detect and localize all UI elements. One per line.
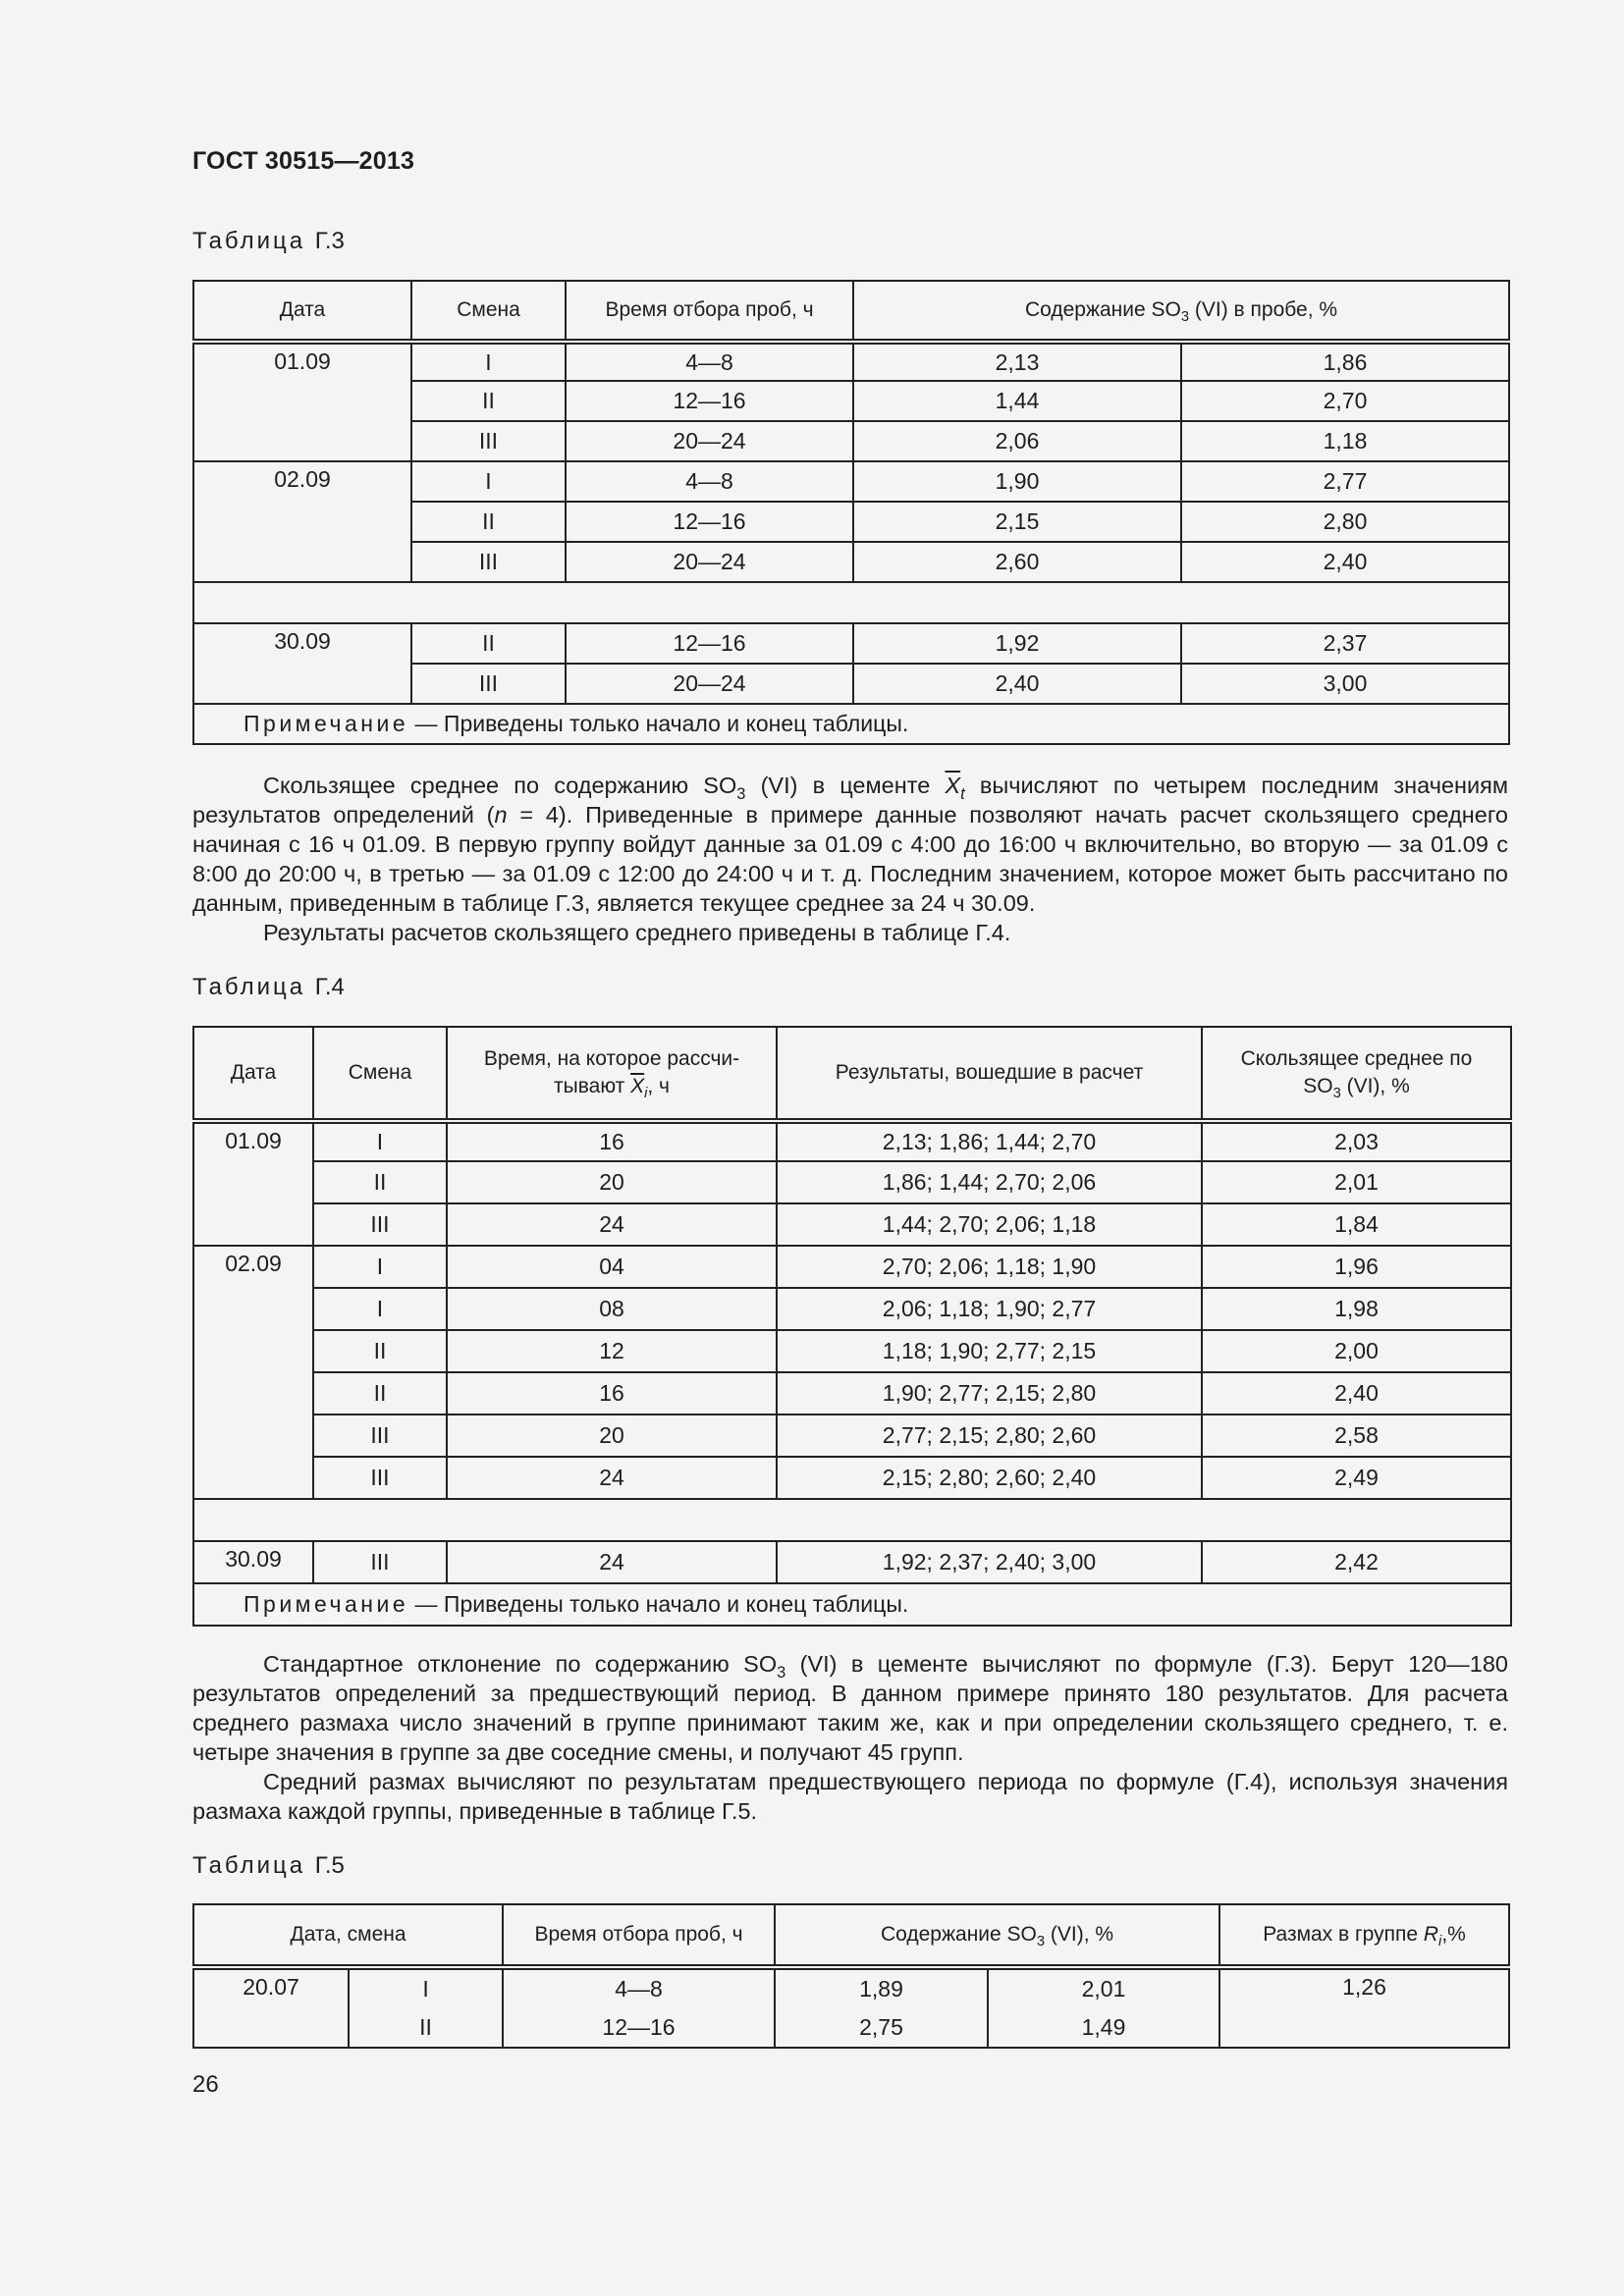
table-cell: 1,89 (775, 1967, 988, 2008)
table-cell: 1,49 (988, 2008, 1219, 2048)
table-row (193, 1121, 1511, 1161)
table-cell: I (313, 1121, 447, 1161)
col-header-date-shift: Дата, смена (193, 1904, 503, 1967)
table-cell: 2,40 (1181, 542, 1509, 582)
table-row (193, 1967, 1509, 2008)
table-g3-caption (192, 228, 345, 255)
table-cell: III (411, 542, 566, 582)
table-cell: 1,98 (1202, 1288, 1511, 1330)
table-row (193, 1203, 1511, 1246)
table-cell: II (411, 502, 566, 542)
table-cell: II (411, 623, 566, 664)
col-header-time: Время отбора проб, ч (503, 1904, 775, 1967)
table-cell: 2,49 (1202, 1457, 1511, 1499)
table-cell: 1,18 (1181, 421, 1509, 461)
table-cell: II (313, 1161, 447, 1203)
table-cell: 2,40 (853, 664, 1181, 704)
table-cell: 2,15 (853, 502, 1181, 542)
table-cell: I (313, 1288, 447, 1330)
paragraph-moving-average: Скользящее среднее по содержанию $SO_3$ (VI) в цементе $\overline{X}_t$ вычисляют по четырем последним значениям результатов определений (n = 4). Приведенные в примере данные позволяют начать расчет скользящего среднего начиная с 16 ч 01.09. В первую группу войдут данные за 01.09 с 4:00 до 16:00 ч включительно, во вторую — за 01.09 с 8:00 до 20:00 ч, в третью — за 01.09 с 12:00 до 24:00 ч и т. д. Последним значением, которое может быть рассчитано по данным, приведенным в таблице Г.3, является текущее среднее за 24 ч 30.09. Результаты расчетов скользящего среднего приведены в таблице Г.4. (192, 773, 1508, 945)
table-cell: 2,40 (1202, 1372, 1511, 1415)
table-row (193, 342, 1509, 381)
table-cell: 24 (447, 1541, 777, 1583)
table-cell: 1,92 (853, 623, 1181, 664)
table-cell: 1,18; 1,90; 2,77; 2,15 (777, 1330, 1202, 1372)
table-cell: 12—16 (503, 2008, 775, 2048)
table-cell: 2,70; 2,06; 1,18; 1,90 (777, 1246, 1202, 1288)
table-cell: 30.09 (193, 623, 411, 704)
table-cell: 2,77 (1181, 461, 1509, 502)
table-cell: 1,90; 2,77; 2,15; 2,80 (777, 1372, 1202, 1415)
table-cell: 04 (447, 1246, 777, 1288)
table-cell: 1,92; 2,37; 2,40; 3,00 (777, 1541, 1202, 1583)
table-cell: 1,26 (1219, 1967, 1509, 2048)
table-row (193, 623, 1509, 664)
col-header-shift: Смена (313, 1027, 447, 1121)
table-cell: 2,01 (1202, 1161, 1511, 1203)
table-cell: 2,15; 2,80; 2,60; 2,40 (777, 1457, 1202, 1499)
table-cell: 2,60 (853, 542, 1181, 582)
table-note-row (193, 1583, 1511, 1626)
caption-word: Таблица (192, 974, 306, 1000)
note-text: — Приведены только начало и конец таблицы. (408, 1591, 909, 1617)
col-header-shift: Смена (411, 281, 566, 342)
table-cell: 01.09 (193, 342, 411, 461)
caption-word: Таблица (192, 228, 306, 254)
table-cell: 1,86; 1,44; 2,70; 2,06 (777, 1161, 1202, 1203)
table-row (193, 1330, 1511, 1372)
table-cell (193, 704, 1509, 744)
caption-number: Г.3 (314, 228, 345, 254)
caption-word: Таблица (192, 1852, 306, 1879)
table-cell: 2,06; 1,18; 1,90; 2,77 (777, 1288, 1202, 1330)
table-g4 (192, 1026, 1512, 1627)
table-cell: 2,80 (1181, 502, 1509, 542)
table-g3 (192, 280, 1510, 745)
col-header-content: Содержание $SO_3$ (VI), % (775, 1904, 1219, 1967)
table-cell: 20 (447, 1415, 777, 1457)
paragraph-standard-deviation: Стандартное отклонение по содержанию $SO_3$ (VI) в цементе вычисляют по формуле (Г.3). Берут 120—180 результатов определений за предшествующий период. В данном примере принято 180 результатов. Для расчета среднего размаха число значений в группе принимают таким же, как и при определении скользящего среднего, т. е. четыре значения в группе за две соседние смены, и получают 45 групп. Средний размах вычисляют по результатам предшествующего периода по формуле (Г.4), используя значения размаха каждой группы, приведенные в таблице Г.5. (192, 1651, 1509, 1824)
table-row (193, 1288, 1511, 1330)
note-text: — Приведены только начало и конец таблицы. (408, 711, 909, 736)
table-cell (193, 1499, 1511, 1541)
table-cell: 1,44 (853, 381, 1181, 421)
table-cell: 2,03 (1202, 1121, 1511, 1161)
col-header-date: Дата (193, 281, 411, 342)
table-cell: II (411, 381, 566, 421)
col-header-content: Содержание $SO_3$ (VI) в пробе, % (853, 281, 1509, 342)
table-cell: 1,84 (1202, 1203, 1511, 1246)
col-header-date: Дата (193, 1027, 313, 1121)
table-cell (193, 582, 1509, 623)
table-cell: 2,00 (1202, 1330, 1511, 1372)
table-gap-row (193, 1499, 1511, 1541)
table-cell: 12 (447, 1330, 777, 1372)
table-cell: 12—16 (566, 381, 853, 421)
table-cell: 16 (447, 1121, 777, 1161)
table-cell: III (313, 1415, 447, 1457)
table-cell: 12—16 (566, 502, 853, 542)
table-cell: 2,06 (853, 421, 1181, 461)
table-row (193, 1457, 1511, 1499)
table-row (193, 1372, 1511, 1415)
table-cell: 02.09 (193, 461, 411, 582)
col-header-range: Размах в группе $R_i,\%$ (1219, 1904, 1509, 1967)
table-cell: III (313, 1541, 447, 1583)
table-cell: II (349, 2008, 503, 2048)
table-cell: I (411, 461, 566, 502)
table-g4-caption (192, 974, 345, 1001)
table-cell: 2,70 (1181, 381, 1509, 421)
table-cell: III (411, 664, 566, 704)
page-number: 26 (192, 2071, 219, 2098)
table-cell: 01.09 (193, 1121, 313, 1246)
table-g5 (192, 1903, 1510, 2049)
table-cell: II (313, 1330, 447, 1372)
table-cell: 1,90 (853, 461, 1181, 502)
table-cell: 2,42 (1202, 1541, 1511, 1583)
table-cell: 20 (447, 1161, 777, 1203)
table-cell: 4—8 (503, 1967, 775, 2008)
table-cell: 08 (447, 1288, 777, 1330)
table-cell: 20.07 (193, 1967, 349, 2048)
table-g5-caption (192, 1852, 345, 1880)
table-row (193, 1161, 1511, 1203)
table-cell: I (313, 1246, 447, 1288)
table-cell: 1,44; 2,70; 2,06; 1,18 (777, 1203, 1202, 1246)
table-cell: 16 (447, 1372, 777, 1415)
table-row (193, 1246, 1511, 1288)
table-gap-row (193, 582, 1509, 623)
table-cell: III (313, 1457, 447, 1499)
table-cell: II (313, 1372, 447, 1415)
table-cell: 2,58 (1202, 1415, 1511, 1457)
table-cell: 4—8 (566, 461, 853, 502)
table-cell: 1,96 (1202, 1246, 1511, 1288)
table-row (193, 1415, 1511, 1457)
table-cell: I (349, 1967, 503, 2008)
table-cell: 2,01 (988, 1967, 1219, 2008)
col-header-time: Время отбора проб, ч (566, 281, 853, 342)
table-cell: 20—24 (566, 421, 853, 461)
table-cell: 20—24 (566, 542, 853, 582)
table-cell: 12—16 (566, 623, 853, 664)
table-cell: 20—24 (566, 664, 853, 704)
table-cell: 30.09 (193, 1541, 313, 1583)
table-cell: 24 (447, 1203, 777, 1246)
col-header-results: Результаты, вошедшие в расчет (777, 1027, 1202, 1121)
table-cell: 2,37 (1181, 623, 1509, 664)
table-cell: 1,86 (1181, 342, 1509, 381)
table-cell: I (411, 342, 566, 381)
table-cell: III (313, 1203, 447, 1246)
document-header: ГОСТ 30515—2013 (192, 147, 415, 175)
note-label: Примечание (244, 1591, 409, 1617)
table-cell: 2,13 (853, 342, 1181, 381)
caption-number: Г.4 (314, 974, 345, 1000)
table-cell: 3,00 (1181, 664, 1509, 704)
table-cell: 2,13; 1,86; 1,44; 2,70 (777, 1121, 1202, 1161)
caption-number: Г.5 (314, 1852, 345, 1879)
table-cell: 4—8 (566, 342, 853, 381)
table-row (193, 461, 1509, 502)
table-note-row (193, 704, 1509, 744)
note-label: Примечание (244, 711, 409, 736)
table-row (193, 1541, 1511, 1583)
table-cell: 2,77; 2,15; 2,80; 2,60 (777, 1415, 1202, 1457)
table-cell: III (411, 421, 566, 461)
table-cell: 2,75 (775, 2008, 988, 2048)
table-cell: 24 (447, 1457, 777, 1499)
table-cell (193, 1583, 1511, 1626)
table-cell: 02.09 (193, 1246, 313, 1499)
col-header-time: Время, на которое рассчи-тывают $\overline{X}_i$, ч (447, 1027, 777, 1121)
col-header-average: Скользящее среднее по $SO_3$ (VI), % (1202, 1027, 1511, 1121)
